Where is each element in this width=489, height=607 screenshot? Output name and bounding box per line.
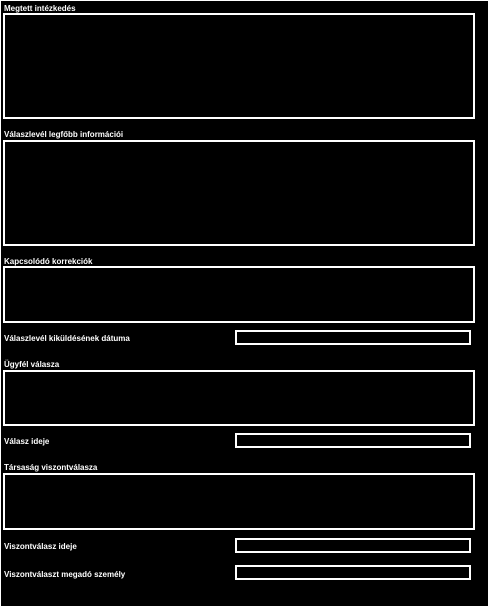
viszontvalaszt-megado-field[interactable]	[235, 565, 471, 580]
valaszlevel-informaciok-textarea[interactable]	[3, 140, 475, 246]
kikuldes-datuma-field[interactable]	[235, 330, 471, 345]
kapcsolodo-korrekciok-textarea[interactable]	[3, 266, 475, 323]
label-valasz-ideje: Válasz ideje	[4, 437, 50, 446]
tarsasag-viszontvalasza-textarea[interactable]	[3, 473, 475, 530]
viszontvalasz-ideje-field[interactable]	[235, 538, 471, 553]
label-megtett-intezkedes: Megtett intézkedés	[4, 4, 76, 13]
ugyfel-valasza-textarea[interactable]	[3, 370, 475, 426]
label-valaszlevel-informaciok: Válaszlevél legfőbb információi	[4, 130, 124, 139]
label-tarsasag-viszontvalasza: Társaság viszontválasza	[4, 463, 98, 472]
valasz-ideje-field[interactable]	[235, 433, 471, 448]
label-ugyfel-valasza: Ügyfél válasza	[4, 360, 60, 369]
label-kapcsolodo-korrekciok: Kapcsolódó korrekciók	[4, 257, 93, 266]
label-viszontvalasz-ideje: Viszontválasz ideje	[4, 542, 77, 551]
label-viszontvalaszt-megado: Viszontválaszt megadó személy	[4, 570, 126, 579]
megtett-intezkedes-textarea[interactable]	[3, 13, 475, 119]
label-kikuldes-datuma: Válaszlevél kiküldésének dátuma	[4, 334, 130, 343]
